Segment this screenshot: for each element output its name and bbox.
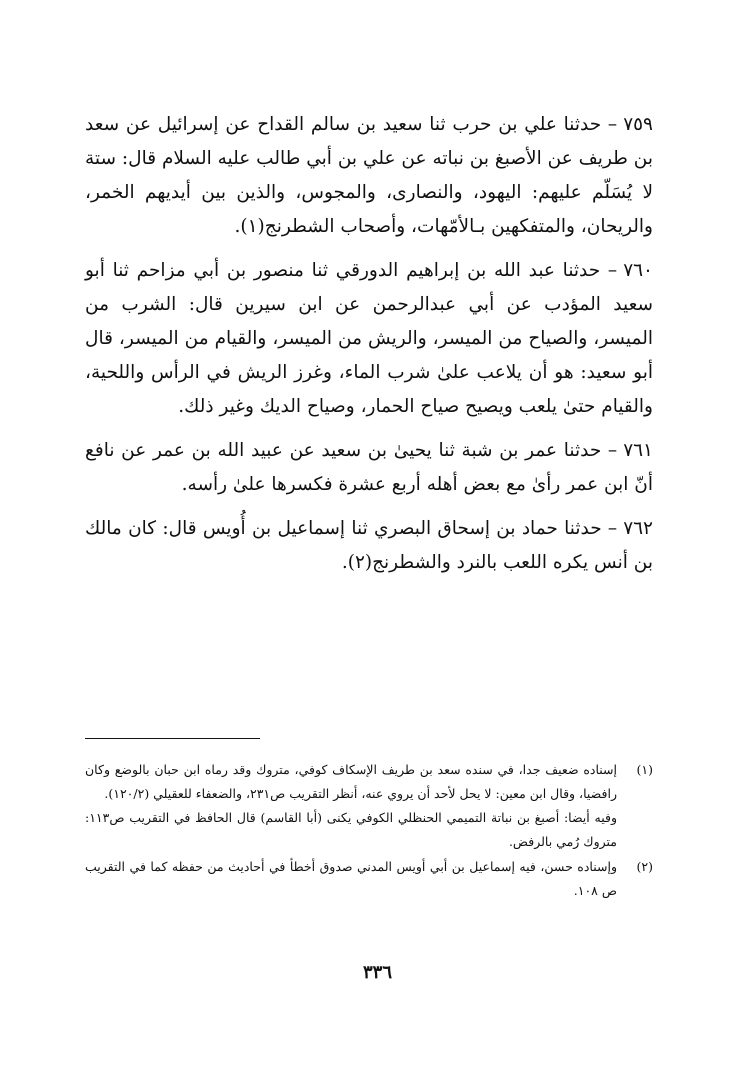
footnote-1 bbox=[85, 758, 653, 854]
main-text bbox=[85, 108, 653, 590]
hadith-760 bbox=[85, 254, 653, 424]
footnote-mark: (٢) bbox=[636, 859, 653, 874]
footnote-body bbox=[85, 758, 617, 854]
hadith-text: – حدثنا علي بن حرب ثنا سعيد بن سالم القداح عن إسرائيل عن سعد بن طريف عن الأصبغ بن نباته عن علي بن أبي طالب عليه السلام قال: ستة لا يُسَلّم عليهم: اليهود، والنصارى، والمجوس، والذين بين أيديهم الخمر، والريحان، والمتفكهين بـالأمّهات، وأصحاب الشطرنج(١). bbox=[85, 114, 653, 237]
hadith-text: – حدثنا عمر بن شبة ثنا يحيىٰ بن سعيد عن عبيد الله بن عمر عن نافع أنّ ابن عمر رأىٰ مع بعض أهله أربع عشرة فكسرها علىٰ رأسه. bbox=[85, 440, 653, 495]
footnote-mark: (١) bbox=[636, 762, 653, 777]
hadith-759 bbox=[85, 108, 653, 244]
hadith-761 bbox=[85, 434, 653, 502]
footnote-body bbox=[85, 855, 617, 903]
hadith-number: ٧٥٩ bbox=[623, 114, 653, 135]
footnote-line: وفيه أيضا: أصبغ بن نباتة التميمي الحنظلي الكوفي يكنى (أبا القاسم) قال الحافظ في التقريب ص١١٣: متروك رُمي بالرفض. bbox=[85, 810, 617, 849]
hadith-text: – حدثنا عبد الله بن إبراهيم الدورقي ثنا منصور بن أبي مزاحم ثنا أبو سعيد المؤدب عن أبي عبدالرحمن عن ابن سيرين قال: الشرب من الميسر، والصياح من الميسر، والريش من الميسر، والقيام من الميسر، قال أبو سعيد: هو أن يلاعب علىٰ شرب الماء، وغرز الريش في الرأس واللحية، والقيام حتىٰ يلعب ويصيح صياح الحمار، وصياح الديك وغير ذلك. bbox=[85, 260, 653, 417]
page-number: ٣٣٦ bbox=[362, 962, 392, 983]
hadith-text: – حدثنا حماد بن إسحاق البصري ثنا إسماعيل بن أُويس قال: كان مالك بن أنس يكره اللعب بالنرد والشطرنج(٢). bbox=[85, 518, 653, 573]
footnote-divider bbox=[85, 738, 260, 739]
footnote-line: وإسناده حسن، فيه إسماعيل بن أبي أويس المدني صدوق أخطأ في أحاديث من حفظه كما في التقريب ص ١٠٨. bbox=[85, 859, 617, 898]
footnote-2 bbox=[85, 855, 653, 903]
footnote-line: إسناده ضعيف جدا، في سنده سعد بن طريف الإسكاف كوفي، متروك وقد رماه ابن حبان بالوضع وكان رافضيا، وقال ابن معين: لا يحل لأحد أن يروي عنه، أنظر التقريب ص٢٣١، والضعفاء للعقيلي (١٢٠/٢). bbox=[85, 762, 617, 801]
hadith-number: ٧٦٢ bbox=[623, 518, 653, 539]
hadith-number: ٧٦٠ bbox=[623, 260, 653, 281]
hadith-762 bbox=[85, 512, 653, 580]
footnotes bbox=[85, 758, 653, 904]
hadith-number: ٧٦١ bbox=[623, 440, 653, 461]
